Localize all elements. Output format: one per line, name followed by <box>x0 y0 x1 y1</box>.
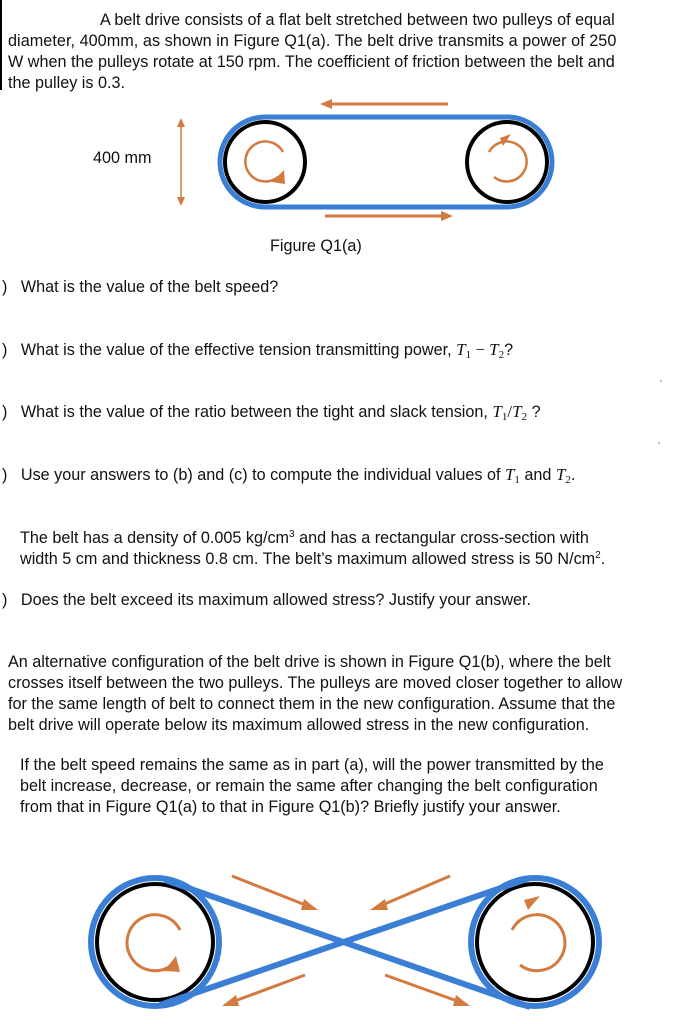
scan-speck <box>658 442 660 444</box>
t2-subscript: 2 <box>565 474 571 486</box>
question-d-t2 <box>556 465 571 484</box>
intro-line-4: the pulley is 0.3. <box>8 74 125 92</box>
scan-speck <box>660 380 662 382</box>
squared-superscript: 2 <box>595 550 601 561</box>
density-text-1: The belt has a density of 0.005 kg/cm <box>20 529 290 547</box>
t1-subscript: 1 <box>465 349 472 361</box>
alt-line-2: crosses itself between the two pulleys. The pulleys are moved closer together to allow <box>8 674 623 692</box>
slash-sign: / <box>507 402 513 421</box>
question-e-paren: ) <box>2 591 8 609</box>
question-c-suffix: ? <box>527 403 541 421</box>
question-d-text: Use your answers to (b) and (c) to compute the individual values of <box>20 466 505 484</box>
question-f-line-1: If the belt speed remains the same as in part (a), will the power transmitted by the <box>20 756 604 774</box>
t1-symbol: T <box>492 402 502 421</box>
question-c-text: What is the value of the ratio between the tight and slack tension, <box>20 403 493 421</box>
density-line-1 <box>20 528 589 549</box>
figure-q1b <box>0 850 689 1024</box>
alt-line-4: belt drive will operate below its maximum allowed stress in the new configuration. <box>8 716 590 734</box>
question-e <box>2 590 531 611</box>
cubed-superscript: 3 <box>289 529 295 540</box>
question-c-paren: ) <box>2 403 8 421</box>
density-text-2b: . <box>600 550 606 568</box>
question-b-paren: ) <box>2 341 8 359</box>
intro-line-3: W when the pulleys rotate at 150 rpm. The coefficient of friction between the belt and <box>8 53 615 71</box>
left-pulley-b <box>97 884 213 1000</box>
intro-line-1: A belt drive consists of a flat belt stretched between two pulleys of equal <box>100 11 615 29</box>
question-b <box>2 340 513 366</box>
question-c-math <box>492 402 527 421</box>
intro-line-2: diameter, 400mm, as shown in Figure Q1(a). The belt drive transmits a power of 250 <box>8 32 617 50</box>
t1-symbol: T <box>456 340 466 359</box>
t1-symbol: T <box>504 465 515 484</box>
question-d-paren: ) <box>2 466 8 484</box>
alt-line-1: An alternative configuration of the belt drive is shown in Figure Q1(b), where the belt <box>8 653 611 671</box>
question-d <box>2 465 575 491</box>
t2-symbol: T <box>489 340 499 359</box>
minus-sign: − <box>471 340 490 359</box>
dimension-label: 400 mm <box>93 149 152 167</box>
right-pulley <box>467 122 547 202</box>
dimension-arrow <box>177 118 185 206</box>
and-word: and <box>519 466 556 484</box>
alt-line-3: for the same length of belt to connect them in the new configuration. Assume that the <box>8 695 616 713</box>
question-b-text: What is the value of the effective tension transmitting power, <box>20 341 457 359</box>
page-edge-bar <box>0 0 2 90</box>
question-d-suffix: . <box>570 466 576 484</box>
question-a-paren: ) <box>2 278 8 296</box>
question-d-t1 <box>505 465 520 484</box>
density-text-2: width 5 cm and thickness 0.8 cm. The belt’s maximum allowed stress is 50 N/cm <box>20 550 596 568</box>
question-f-line-3: from that in Figure Q1(a) to that in Figure Q1(b)? Briefly justify your answer. <box>20 798 561 816</box>
density-text-1b: and has a rectangular cross-section with <box>294 529 589 547</box>
t2-subscript: 2 <box>521 411 528 423</box>
question-a-text: What is the value of the belt speed? <box>20 278 279 296</box>
question-e-text: Does the belt exceed its maximum allowed stress? Justify your answer. <box>20 591 532 609</box>
density-line-2 <box>20 549 605 570</box>
belt-direction-arrow-bottom <box>325 211 453 221</box>
figure-q1a-caption: Figure Q1(a) <box>270 237 362 255</box>
question-f-line-2: belt increase, decrease, or remain the same after changing the belt configuration <box>20 777 598 795</box>
question-b-suffix: ? <box>504 341 514 359</box>
arrow-upper-right <box>370 876 450 910</box>
question-a <box>2 277 278 298</box>
t1-subscript: 1 <box>514 474 520 486</box>
figure-q1a <box>0 90 689 360</box>
belt-direction-arrow-top <box>320 99 448 109</box>
t2-symbol: T <box>555 465 566 484</box>
question-b-math <box>456 340 504 359</box>
left-pulley <box>225 122 305 202</box>
t1-subscript: 1 <box>501 411 508 423</box>
t2-subscript: 2 <box>498 349 505 361</box>
t2-symbol: T <box>512 402 522 421</box>
question-c <box>2 402 541 428</box>
